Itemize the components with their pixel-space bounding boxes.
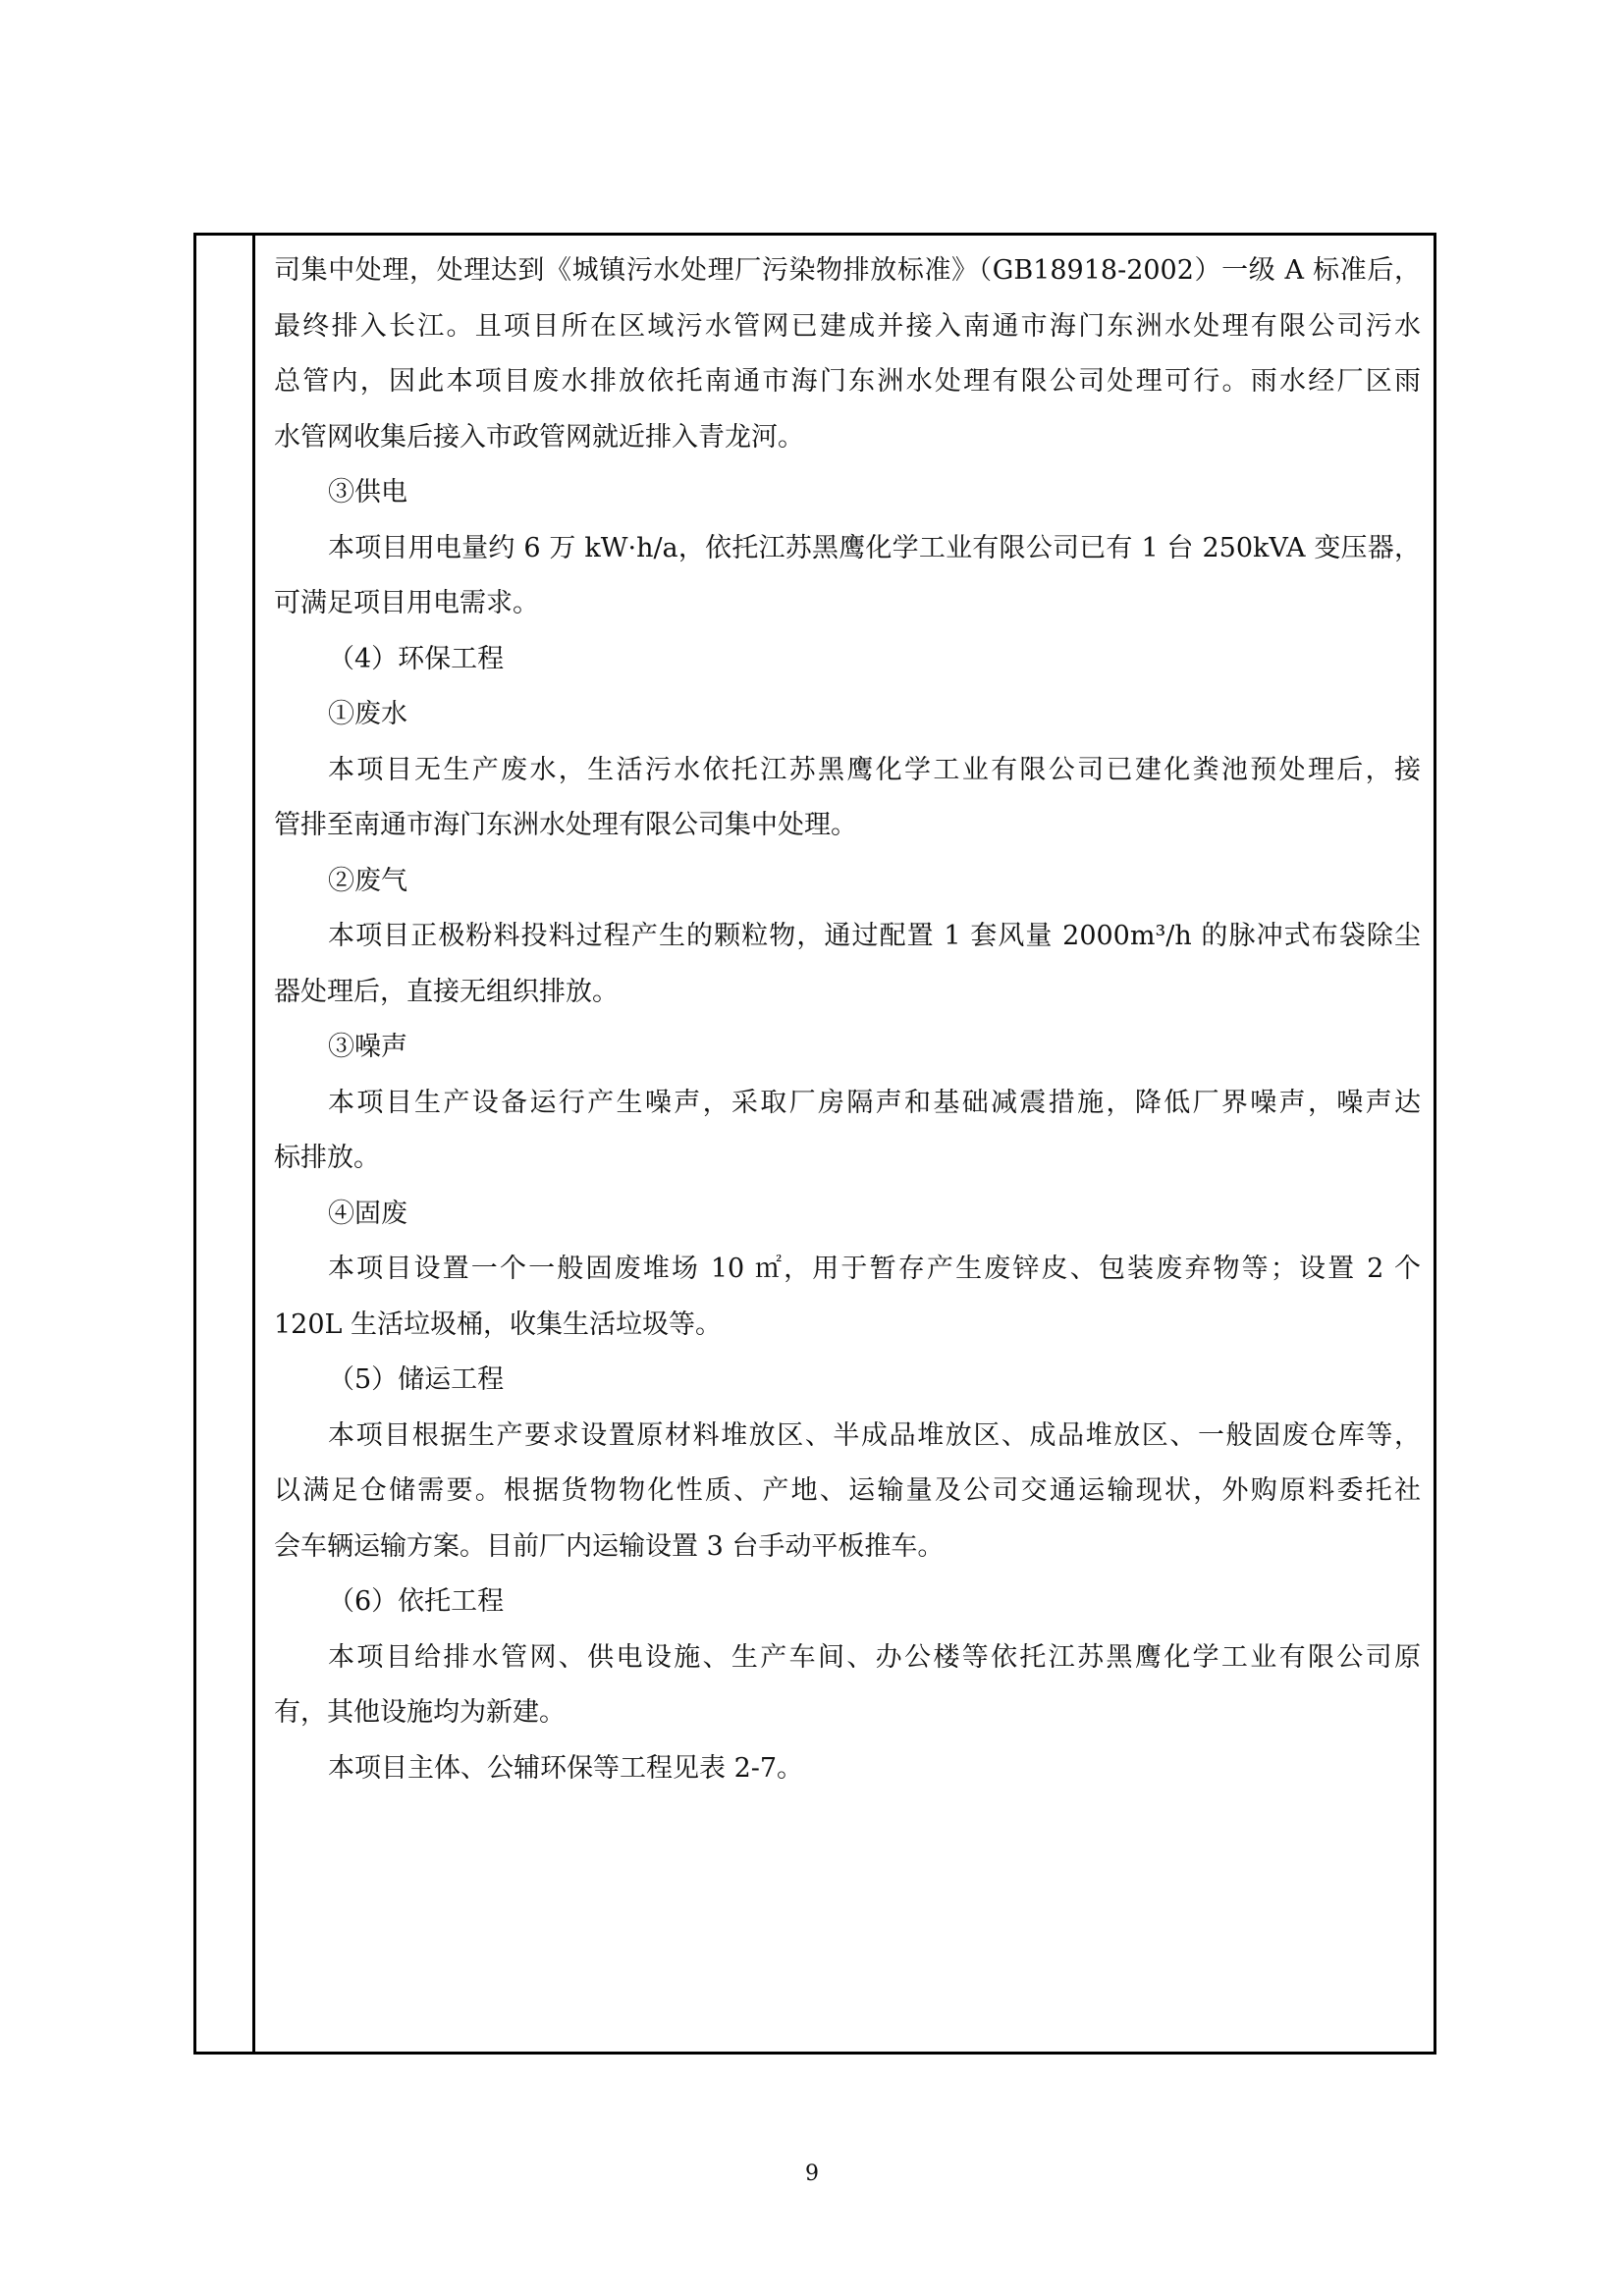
text-line: 有，其他设施均为新建。 xyxy=(274,1697,566,1728)
text-line: 本项目根据生产要求设置原材料堆放区、半成品堆放区、成品堆放区、一般固废仓库等， xyxy=(328,1419,1421,1451)
table-content-cell xyxy=(274,236,1421,1796)
text-line: 以满足仓储需要。根据货物物化性质、产地、运输量及公司交通运输现状，外购原料委托社 xyxy=(274,1475,1421,1506)
table-label-column xyxy=(196,236,255,2052)
text-line: 本项目给排水管网、供电设施、生产车间、办公楼等依托江苏黑鹰化学工业有限公司原 xyxy=(328,1641,1421,1673)
text-line: 器处理后，直接无组织排放。 xyxy=(274,976,619,1007)
section-heading: （5）储运工程 xyxy=(328,1364,505,1395)
text-line: 本项目主体、公辅环保等工程见表 2-7。 xyxy=(328,1752,804,1784)
text-line: 本项目正极粉料投料过程产生的颗粒物，通过配置 1 套风量 2000m³/h 的脉冲式布袋除尘 xyxy=(328,921,1421,951)
text-line: 本项目生产设备运行产生噪声，采取厂房隔声和基础减震措施，降低厂界噪声，噪声达 xyxy=(328,1087,1421,1118)
text-line: 总管内，因此本项目废水排放依托南通市海门东洲水处理有限公司处理可行。雨水经厂区雨 xyxy=(274,366,1421,397)
text-line: 最终排入长江。且项目所在区域污水管网已建成并接入南通市海门东洲水处理有限公司污水 xyxy=(274,310,1421,342)
text-line: 120L 生活垃圾桶，收集生活垃圾等。 xyxy=(274,1308,723,1340)
section-heading: （6）依托工程 xyxy=(328,1586,505,1617)
text-line: 水管网收集后接入市政管网就近排入青龙河。 xyxy=(274,421,804,453)
section-heading: ③噪声 xyxy=(328,1032,407,1062)
section-heading: ②废气 xyxy=(328,865,407,896)
content-table-frame xyxy=(193,233,1436,2055)
text-line: 本项目用电量约 6 万 kW·h/a，依托江苏黑鹰化学工业有限公司已有 1 台 250kVA 变压器， xyxy=(328,532,1421,563)
section-heading: （4）环保工程 xyxy=(328,643,505,674)
section-heading: ①废水 xyxy=(328,699,407,729)
text-line: 可满足项目用电需求。 xyxy=(274,588,539,618)
text-line: 管排至南通市海门东洲水处理有限公司集中处理。 xyxy=(274,810,857,840)
text-line: 本项目设置一个一般固废堆场 10 ㎡，用于暂存产生废锌皮、包装废弃物等；设置 2 个 xyxy=(328,1254,1421,1284)
text-line: 会车辆运输方案。目前厂内运输设置 3 台手动平板推车。 xyxy=(274,1530,945,1562)
section-heading: ③供电 xyxy=(328,477,407,507)
page-number: 9 xyxy=(805,2162,819,2186)
text-line: 本项目无生产废水，生活污水依托江苏黑鹰化学工业有限公司已建化粪池预处理后，接 xyxy=(328,754,1421,785)
text-line: 标排放。 xyxy=(274,1143,380,1173)
text-line: 司集中处理，处理达到《城镇污水处理厂污染物排放标准》（GB18918-2002）一级 A 标准后， xyxy=(274,255,1421,286)
section-heading: ④固废 xyxy=(328,1198,407,1229)
